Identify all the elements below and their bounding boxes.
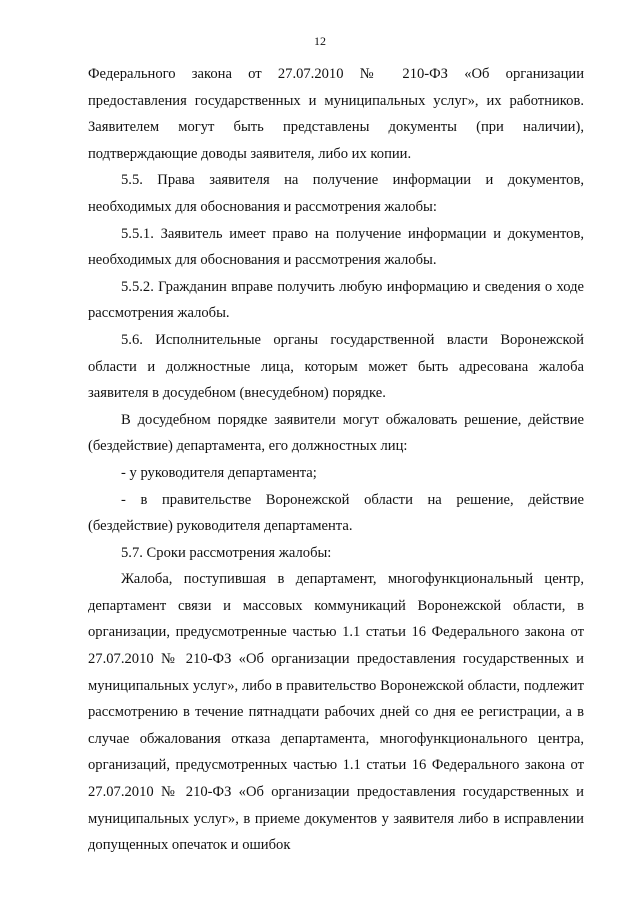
paragraph-continuation: Федерального закона от 27.07.2010 № 210-ФЗ «Об организации предоставления государственных и муниципальных услуг», их работников. Заявителем могут быть представлены документы (при наличии), подтверждающие доводы заявителя, либо их копии. (88, 66, 584, 162)
document-body (88, 61, 584, 859)
paragraph-pretrial-appeal: В досудебном порядке заявители могут обжаловать решение, действие (бездействие) департамента, его должностных лиц: (88, 411, 584, 455)
list-item-government: - в правительстве Воронежской области на решение, действие (бездействие) руководителя департамента. (88, 491, 584, 535)
paragraph-5-5-1: 5.5.1. Заявитель имеет право на получение информации и документов, необходимых для обоснования и рассмотрения жалобы. (88, 225, 584, 269)
paragraph-5-7: 5.7. Сроки рассмотрения жалобы: (121, 544, 332, 561)
paragraph-5-5: 5.5. Права заявителя на получение информации и документов, необходимых для обоснования и рассмотрения жалобы: (88, 172, 584, 215)
paragraph-5-6: 5.6. Исполнительные органы государственной власти Воронежской области и должностные лица, которым может быть адресована жалоба заявителя в досудебном (внесудебном) порядке. (88, 331, 584, 402)
page-number: 12 (314, 34, 326, 48)
paragraph-complaint-terms: Жалоба, поступившая в департамент, многофункциональный центр, департамент связи и массовых коммуникаций Воронежской области, в организации, предусмотренные частью 1.1 статьи 16 Федерального закона от 27.07.2010 № 210-ФЗ «Об организации предоставления государственных и муниципальных услуг», либо в правительство Воронежской области, подлежит рассмотрению в течение пятнадцати рабочих дней со дня ее регистрации, а в случае обжалования отказа департамента, многофункционального центра, организаций, предусмотренных частью 1.1 статьи 16 Федерального закона от 27.07.2010 № 210-ФЗ «Об организации предоставления государственных и муниципальных услуг», в приеме документов у заявителя либо в исправлении допущенных опечаток и ошибок (88, 571, 584, 854)
list-item-head-of-department: - у руководителя департамента; (121, 464, 317, 481)
paragraph-5-5-2: 5.5.2. Гражданин вправе получить любую информацию и сведения о ходе рассмотрения жалобы. (88, 278, 584, 322)
